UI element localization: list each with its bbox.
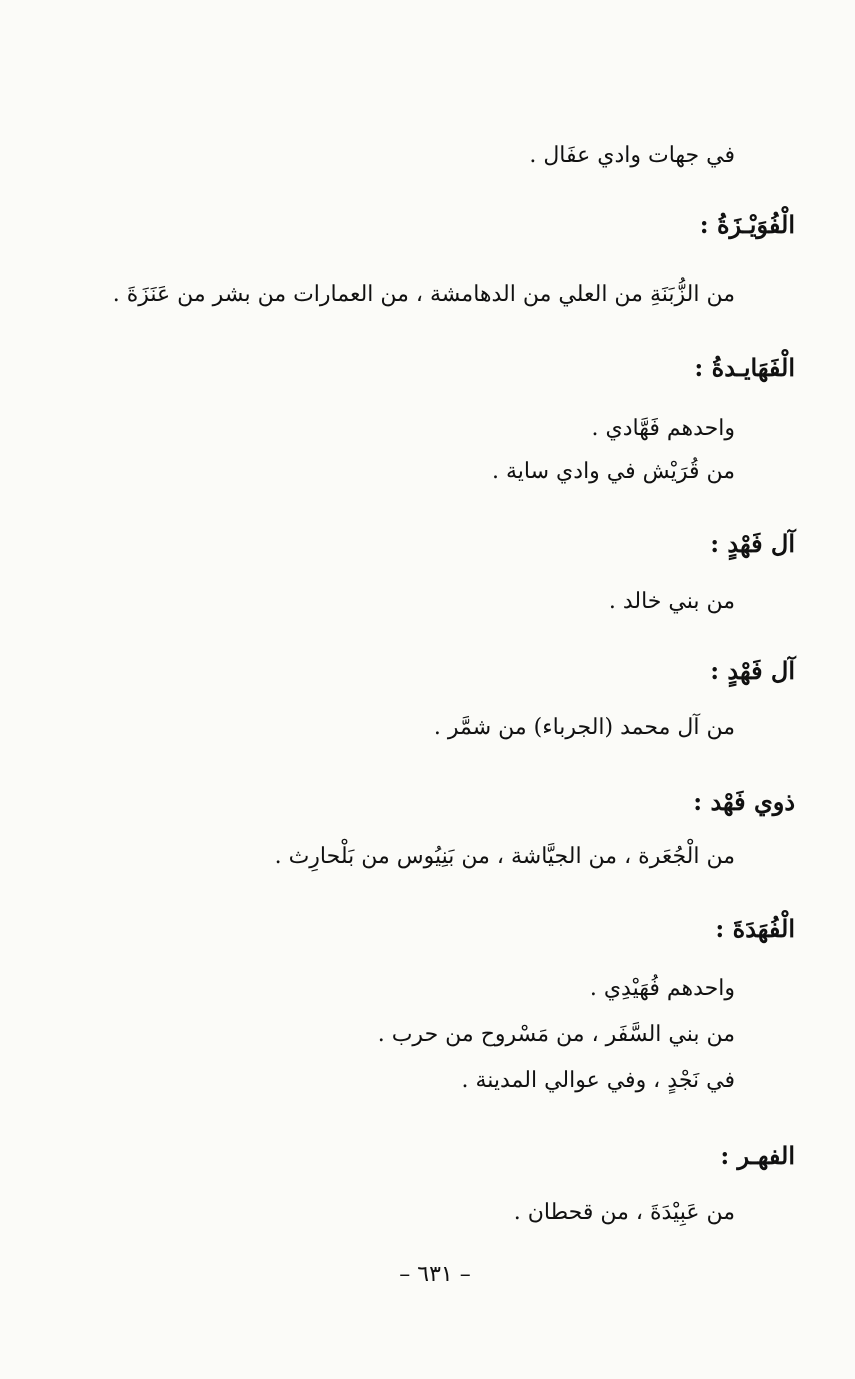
page-number: – ٦٣١ – bbox=[399, 1262, 471, 1287]
entry-text: من بني السَّفَر ، من مَسْروح من حرب . bbox=[377, 1022, 735, 1047]
entry-text: من عَبِيْدَةَ ، من قحطان . bbox=[513, 1200, 735, 1225]
entry-heading: آل فَهْدٍ : bbox=[710, 656, 795, 685]
continuation-text: في جهات وادي عفَال . bbox=[529, 143, 735, 168]
entry-text: من الزُّبَنَةِ من العلي من الدهامشة ، من العمارات من بشر من عَنَزَةَ . bbox=[112, 282, 735, 307]
entry-heading: الْفُوَيْـزَةُ : bbox=[699, 210, 795, 239]
entry-heading: الْفُهَدَةَ : bbox=[715, 914, 795, 943]
entry-heading: الفهـر : bbox=[720, 1141, 795, 1170]
entry-text: واحدهم فُهَيْدِي . bbox=[589, 976, 735, 1001]
entry-text: من آل محمد (الجرباء) من شمَّر . bbox=[433, 715, 735, 740]
entry-text: واحدهم فَهَّادي . bbox=[591, 416, 735, 441]
entry-heading: الْفَهَايـدةُ : bbox=[694, 353, 795, 382]
entry-heading: ذوي فَهْد : bbox=[693, 787, 795, 816]
entry-text: من قُرَيْش في وادي ساية . bbox=[492, 459, 735, 484]
entry-text: من الْجُعَرة ، من الجيَّاشة ، من بَنِيُوس من بَلْحارِث . bbox=[274, 844, 735, 869]
entry-heading: آل فَهْدٍ : bbox=[710, 529, 795, 558]
entry-text: في نَجْدٍ ، وفي عوالي المدينة . bbox=[461, 1068, 735, 1093]
entry-text: من بني خالد . bbox=[608, 589, 735, 614]
